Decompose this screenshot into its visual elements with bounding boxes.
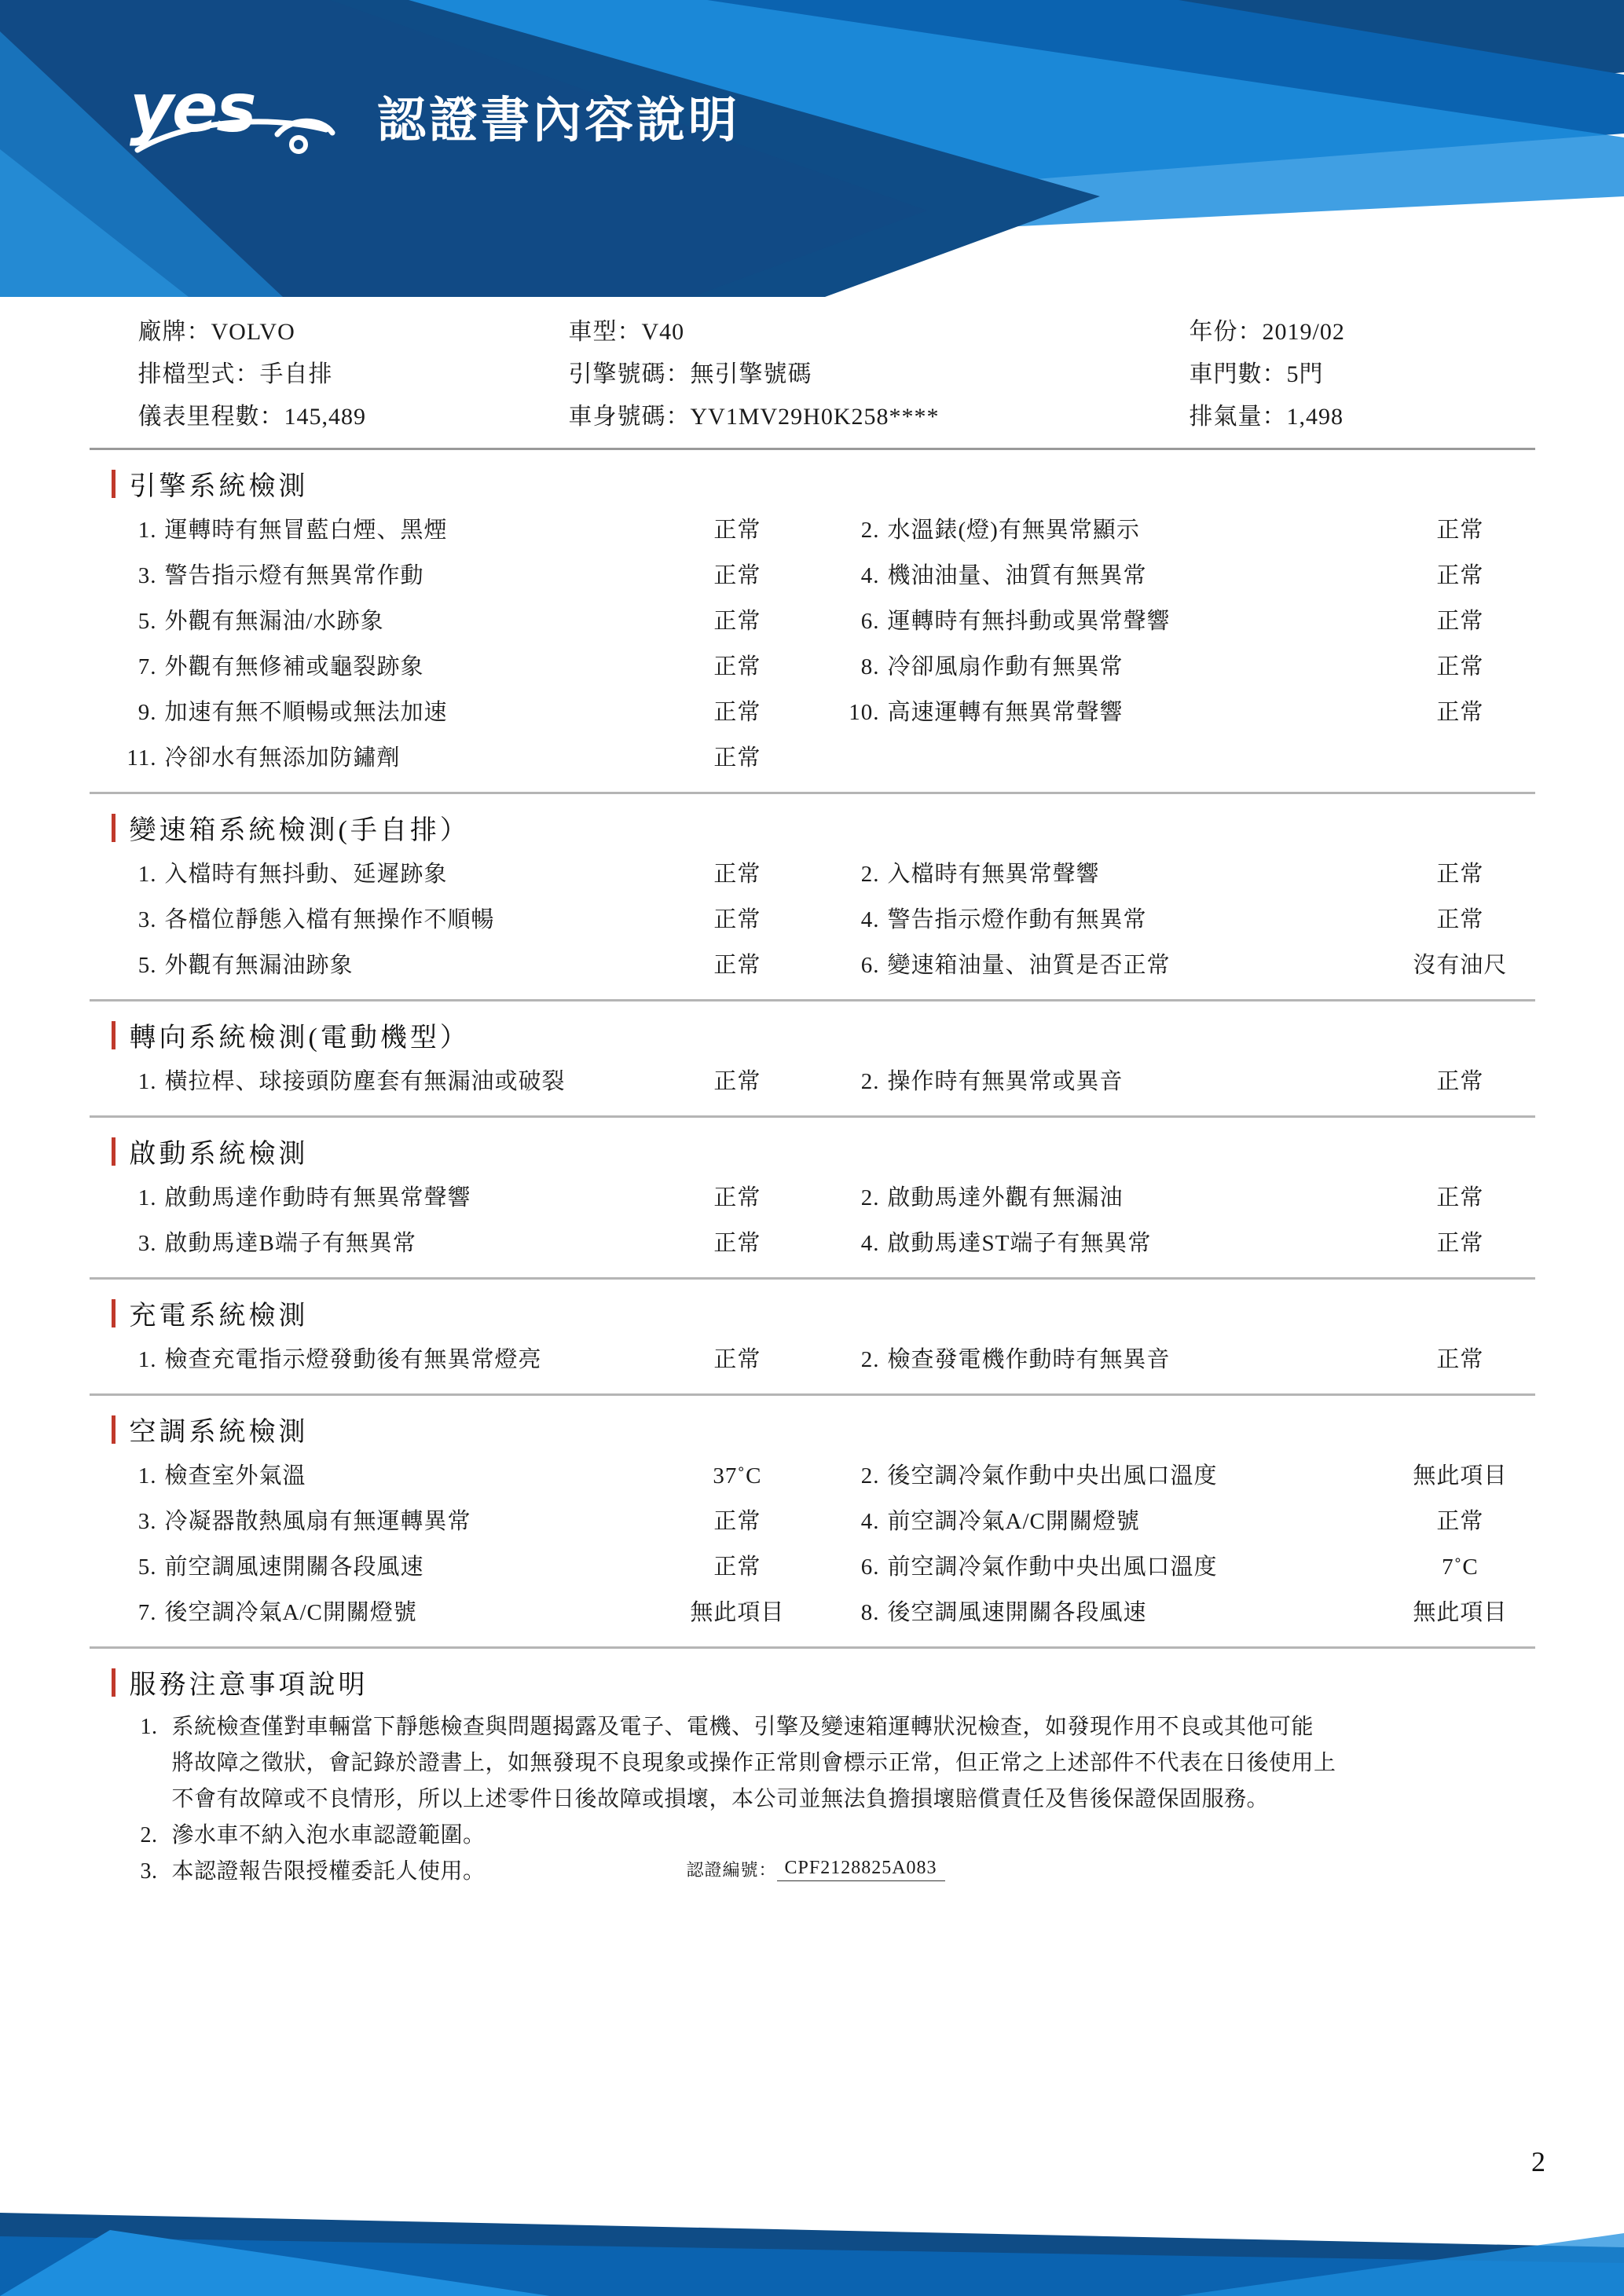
section-title [112,808,1535,847]
item-result: 正常 [1436,1185,1484,1210]
item-number: 2. [860,1069,880,1094]
vehicle-info-table [90,297,1535,450]
check-item [90,851,812,897]
item-question: 啟動馬達ST端子有無異常 [887,1231,1152,1256]
sep: ： [1262,361,1287,387]
item-result: 正常 [713,609,761,634]
vehicle-engine-number [569,353,1190,396]
section-marker-icon [112,814,115,842]
section-title [112,1132,1535,1170]
check-item [812,943,1535,988]
vehicle-displacement-value: 1,498 [1286,404,1344,430]
item-number: 2. [860,1185,880,1210]
section-title-text: 轉向系統檢測(電動機型） [129,1023,470,1053]
item-question: 變速箱油量、油質是否正常 [887,953,1171,978]
vehicle-engine-number-label: 引擎號碼 [568,361,666,387]
item-number: 3. [137,1509,157,1534]
item-question: 入檔時有無異常聲響 [887,862,1100,887]
item-question: 外觀有無修補或龜裂跡象 [164,654,424,679]
table-row [90,553,1535,599]
notes-list [90,1706,1535,1884]
item-result: 正常 [1436,862,1484,887]
item-question: 前空調冷氣A/C開關燈號 [887,1509,1140,1534]
item-result: 正常 [713,1509,761,1534]
section-title-text: 啟動系統檢測 [129,1140,309,1169]
item-number: 6. [860,609,880,634]
check-item [812,1499,1535,1544]
note-line: 將故障之徵狀，會記錄於證書上，如無發現不良現象或操作正常則會標示正常，但正常之上述部件不代表在日後使用上 [171,1751,1336,1775]
item-question: 各檔位靜態入檔有無操作不順暢 [164,907,495,932]
check-item [90,1059,812,1104]
item-number: 8. [860,654,880,679]
vehicle-year-value: 2019/02 [1262,319,1345,345]
item-result: 正常 [713,745,761,771]
check-item [90,553,812,599]
check-item [812,690,1535,735]
item-question: 啟動馬達作動時有無異常聲響 [164,1185,471,1210]
vehicle-displacement-label: 排氣量 [1189,404,1263,430]
sep: ： [1237,319,1263,345]
item-question: 冷卻水有無添加防鏽劑 [164,745,401,771]
note-number: 1. [140,1715,158,1739]
vehicle-transmission-value: 手自排 [259,361,333,387]
item-number: 8. [860,1600,880,1625]
item-result: 正常 [1436,1347,1484,1372]
vehicle-year-label: 年份 [1189,319,1238,345]
table-row [90,1337,1535,1382]
item-result: 正常 [1436,518,1484,543]
table-row [90,1544,1535,1590]
table-row [90,897,1535,943]
table-row [90,943,1535,988]
check-item [90,1221,812,1266]
item-result: 正常 [713,907,761,932]
item-number: 2. [860,862,880,887]
check-item [90,943,812,988]
item-result: 正常 [1436,1231,1484,1256]
item-question: 檢查發電機作動時有無異音 [887,1347,1171,1372]
item-number: 1. [137,862,157,887]
vehicle-displacement [1190,396,1535,438]
item-result: 正常 [1436,1069,1484,1094]
check-item [812,851,1535,897]
item-result [1385,735,1534,781]
page-footer [0,2202,1624,2296]
item-number: 6. [860,1554,880,1580]
check-item [812,1221,1535,1266]
certificate-number-label: 認證編號： [686,1860,777,1880]
item-question: 運轉時有無抖動或異常聲響 [887,609,1171,634]
vehicle-engine-number-value: 無引擎號碼 [690,361,812,387]
vehicle-mileage-label: 儀表里程數 [137,404,260,430]
table-row [90,1590,1535,1635]
item-number: 6. [860,953,880,978]
item-number: 1. [137,1185,157,1210]
table-row [90,1175,1535,1221]
note-body [172,1818,1535,1854]
yes-logo [130,69,389,161]
vehicle-model [569,311,1190,353]
section-title [112,1016,1535,1054]
item-result: 正常 [1436,654,1484,679]
table-row [90,1499,1535,1544]
section-engine [90,464,1535,794]
item-result: 正常 [713,1554,761,1580]
note-body [172,1709,1535,1818]
item-number: 7. [137,654,157,679]
item-question: 檢查室外氣溫 [164,1463,306,1489]
item-result: 無此項目 [690,1600,785,1625]
vehicle-info-row [90,311,1535,353]
check-item [812,507,1535,553]
vehicle-vin-value: YV1MV29H0K258**** [690,404,940,430]
item-number: 10. [849,700,880,725]
check-item [812,1175,1535,1221]
item-result: 正常 [1436,1509,1484,1534]
vehicle-model-value: V40 [641,319,685,345]
certificate-number-value: CPF2128825A083 [777,1858,945,1881]
check-item [90,690,812,735]
item-number: 2. [860,1463,880,1489]
check-item [812,1337,1535,1382]
item-result: 正常 [713,953,761,978]
section-marker-icon [112,1137,115,1166]
item-number: 4. [860,907,880,932]
item-result: 正常 [713,700,761,725]
note-line: 滲水車不納入泡水車認證範圍。 [171,1823,486,1847]
note-number: 3. [140,1859,158,1884]
check-item [90,1499,812,1544]
vehicle-brand-value: VOLVO [211,319,295,345]
item-question: 前空調風速開關各段風速 [164,1554,424,1580]
item-result: 正常 [713,1347,761,1372]
item-question: 外觀有無漏油/水跡象 [164,609,384,634]
table-row [90,1453,1535,1499]
item-result: 正常 [713,1069,761,1094]
table-row [90,644,1535,690]
item-result: 正常 [713,862,761,887]
section-marker-icon [112,1415,115,1444]
sep: ： [617,319,642,345]
table-row [90,1059,1535,1104]
check-item [812,1059,1535,1104]
section-steering [90,1016,1535,1118]
list-item [90,1709,1535,1818]
item-question: 冷凝器散熱風扇有無運轉異常 [164,1509,471,1534]
list-item [90,1818,1535,1854]
vehicle-door-count-label: 車門數 [1189,361,1263,387]
vehicle-door-count [1190,353,1535,396]
vehicle-mileage-value: 145,489 [284,404,366,430]
item-number: 1. [137,1347,157,1372]
vehicle-vin-label: 車身號碼 [568,404,666,430]
check-item [812,644,1535,690]
item-result: 無此項目 [1413,1463,1508,1489]
section-marker-icon [112,1668,115,1697]
page-title: 認證書內容說明 [377,91,741,148]
section-service-notes [90,1663,1535,1892]
item-result: 37˚C [713,1463,762,1489]
item-result: 正常 [713,1185,761,1210]
section-title-text: 服務注意事項說明 [129,1671,368,1700]
vehicle-brand [90,311,569,353]
vehicle-door-count-value: 5門 [1286,361,1324,387]
car-swoosh-icon [130,112,389,159]
section-marker-icon [112,1021,115,1049]
table-row [90,507,1535,553]
check-item [90,599,812,644]
sep: ： [259,404,284,430]
note-line: 本認證報告限授權委託人使用。 [171,1859,486,1884]
item-result: 正常 [713,654,761,679]
item-number: 1. [137,518,157,543]
sep: ： [1262,404,1287,430]
item-question: 加速有無不順暢或無法加速 [164,700,448,725]
item-question: 橫拉桿、球接頭防塵套有無漏油或破裂 [164,1069,566,1094]
item-number: 2. [860,1347,880,1372]
item-result: 無此項目 [1413,1600,1508,1625]
sep: ： [186,319,211,345]
item-number: 1. [137,1069,157,1094]
item-result: 正常 [1436,563,1484,588]
footer-banner-graphic [0,2202,1624,2296]
item-number: 4. [860,563,880,588]
check-item [90,507,812,553]
table-row [90,1221,1535,1266]
check-item [90,1590,812,1635]
item-result: 正常 [1436,907,1484,932]
note-line: 不會有故障或不良情形，所以上述零件日後故障或損壞，本公司並無法負擔損壞賠償責任及售後保證保固服務。 [171,1787,1270,1811]
item-number: 4. [860,1509,880,1534]
check-item [812,897,1535,943]
item-number: 3. [137,563,157,588]
item-number: 7. [137,1600,157,1625]
section-title [112,1663,1535,1701]
check-item [812,1453,1535,1499]
check-item [812,1590,1535,1635]
check-item [812,1544,1535,1590]
section-title-text: 變速箱系統檢測(手自排） [129,816,470,845]
item-question: 啟動馬達B端子有無異常 [164,1231,416,1256]
item-result: 正常 [713,518,761,543]
section-air-conditioning [90,1410,1535,1649]
section-title [112,464,1535,503]
sep: ： [665,404,691,430]
check-item [90,1544,812,1590]
vehicle-info-row [90,353,1535,396]
vehicle-transmission [90,353,569,396]
section-charging [90,1294,1535,1396]
section-title-text: 充電系統檢測 [129,1302,309,1331]
document-body [0,297,1624,1892]
item-question: 後空調冷氣作動中央出風口溫度 [887,1463,1218,1489]
sep: ： [665,361,691,387]
item-number [812,735,888,781]
table-row [90,599,1535,644]
item-question: 入檔時有無抖動、延遲跡象 [164,862,448,887]
check-item [90,897,812,943]
item-question: 前空調冷氣作動中央出風口溫度 [887,1554,1218,1580]
page-number: 2 [1531,2146,1545,2177]
note-number: 2. [140,1823,158,1847]
item-number: 9. [137,700,157,725]
table-row [90,735,1535,781]
sep: ： [235,361,260,387]
table-row [90,851,1535,897]
item-question: 檢查充電指示燈發動後有無異常燈亮 [164,1347,542,1372]
section-title-text: 空調系統檢測 [129,1418,309,1447]
section-title [112,1410,1535,1448]
check-item [90,1175,812,1221]
item-question: 後空調風速開關各段風速 [887,1600,1147,1625]
check-item [90,735,812,781]
item-number: 3. [137,1231,157,1256]
check-item [90,644,812,690]
vehicle-vin [569,396,1190,438]
table-row [90,690,1535,735]
vehicle-brand-label: 廠牌 [137,319,187,345]
item-question [888,735,1386,781]
item-question: 外觀有無漏油跡象 [164,953,354,978]
item-question: 操作時有無異常或異音 [887,1069,1124,1094]
item-number: 5. [137,1554,157,1580]
section-marker-icon [112,1299,115,1327]
item-question: 啟動馬達外觀有無漏油 [887,1185,1124,1210]
item-number: 5. [137,953,157,978]
item-number: 11. [126,745,157,771]
item-number: 4. [860,1231,880,1256]
item-result: 沒有油尺 [1413,953,1508,978]
item-question: 水溫錶(燈)有無異常顯示 [887,518,1140,543]
check-item-empty [812,735,1535,781]
item-result: 正常 [713,563,761,588]
item-question: 冷卻風扇作動有無異常 [887,654,1124,679]
vehicle-year [1190,311,1535,353]
logo-text: yes [130,69,255,148]
check-item [812,553,1535,599]
check-item [812,599,1535,644]
page-header [0,0,1624,297]
section-title [112,1294,1535,1332]
section-title-text: 引擎系統檢測 [129,472,309,501]
item-result: 正常 [1436,609,1484,634]
vehicle-model-label: 車型 [568,319,618,345]
item-question: 運轉時有無冒藍白煙、黑煙 [164,518,448,543]
check-item [90,1337,812,1382]
item-number: 2. [860,518,880,543]
check-item [90,1453,812,1499]
vehicle-transmission-label: 排檔型式 [137,361,236,387]
section-marker-icon [112,470,115,498]
item-question: 警告指示燈有無異常作動 [164,563,424,588]
section-starter [90,1132,1535,1280]
item-question: 後空調冷氣A/C開關燈號 [164,1600,417,1625]
item-result: 正常 [713,1231,761,1256]
item-number: 3. [137,907,157,932]
item-result: 正常 [1436,700,1484,725]
item-number: 1. [137,1463,157,1489]
item-question: 高速運轉有無異常聲響 [887,700,1124,725]
item-question: 機油油量、油質有無異常 [887,563,1147,588]
item-question: 警告指示燈作動有無異常 [887,907,1147,932]
section-transmission [90,808,1535,1002]
vehicle-info-row [90,396,1535,438]
note-line: 系統檢查僅對車輛當下靜態檢查與問題揭露及電子、電機、引擎及變速箱運轉狀況檢查，如發現作用不良或其他可能 [171,1715,1314,1739]
item-number: 5. [137,609,157,634]
vehicle-mileage [90,396,569,438]
item-result: 7˚C [1442,1554,1479,1580]
